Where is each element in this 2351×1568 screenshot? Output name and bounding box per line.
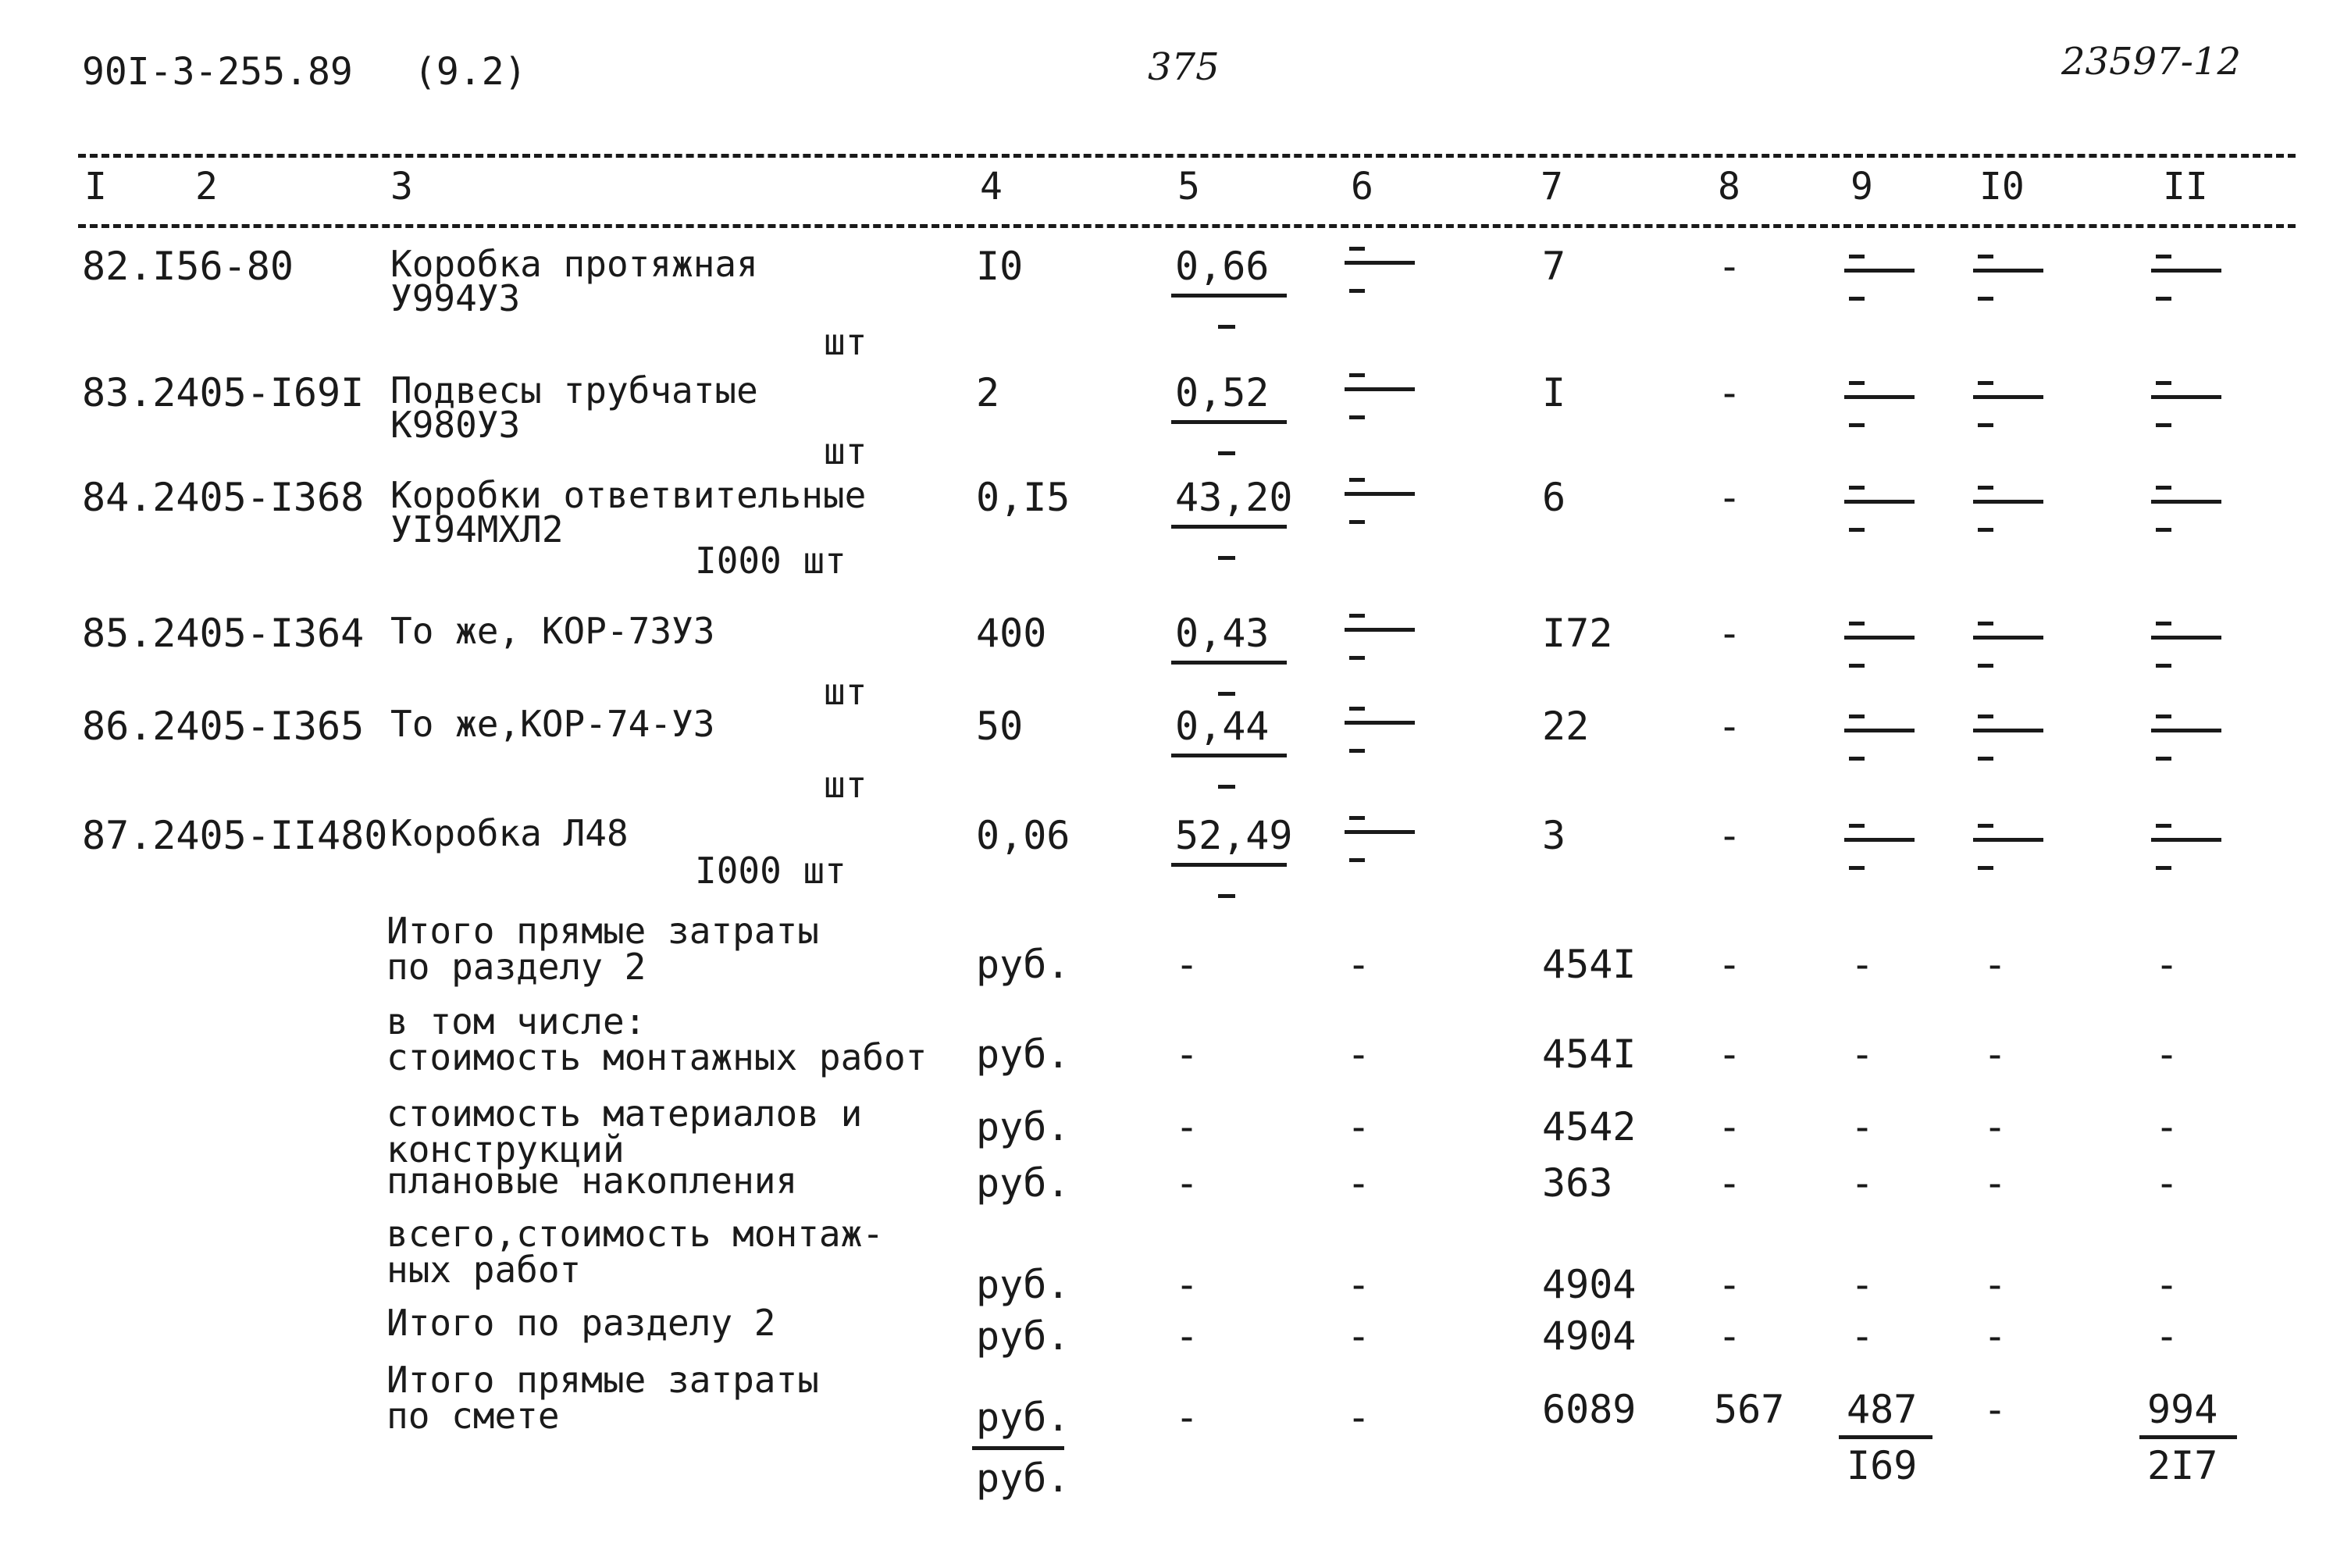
summary-label: стоимость материалов и [386,1092,863,1135]
col6-dashes-top [1349,478,1365,482]
price-dash [1218,325,1235,329]
summary-col9: - [1851,1104,1875,1149]
col11-dashes-bar [2151,729,2221,732]
item-description: Коробки ответвительные [390,474,867,516]
col11-dashes-bottom [2156,866,2171,870]
summary-col9: - [1851,1032,1875,1077]
col9-dashes-bottom [1849,866,1865,870]
price-underline [1171,863,1287,867]
summary-col11: - [2155,1032,2179,1077]
item-total: 22 [1542,704,1590,749]
item-code: 83.2405-I69I [82,370,365,415]
item-description: К980У3 [390,404,521,446]
col10-dashes-top [1978,486,1993,490]
item-description: У994У3 [390,277,521,319]
col11-dashes-bar [2151,838,2221,842]
col6-dashes-bottom [1349,289,1365,293]
col10-dashes-top [1978,381,1993,385]
summary-col8: - [1718,1262,1742,1307]
grand-total-label: по смете [386,1395,560,1437]
col9-dashes-bar [1844,636,1915,640]
col10-dashes-bottom [1978,528,1993,532]
col9-dashes-top [1849,715,1865,718]
summary-col6: - [1347,1104,1371,1149]
item-quantity: 0,06 [976,813,1070,858]
item-code: 82.I56-80 [82,244,294,289]
summary-col10: - [1983,1313,2007,1359]
grand-unit-rule [972,1446,1064,1450]
summary-label: конструкций [386,1128,625,1171]
col10-dashes-bottom [1978,757,1993,761]
item-unit-price: 0,43 [1175,611,1270,656]
col10-dashes-bottom [1978,664,1993,668]
column-header-5: 5 [1177,165,1200,208]
col11-dashes-bar [2151,269,2221,273]
col11-dashes-bottom [2156,528,2171,532]
summary-col5: - [1175,1032,1199,1077]
summary-unit: руб. [976,1313,1070,1359]
summary-col10: - [1983,1262,2007,1307]
column-header-6: 6 [1351,165,1373,208]
item-description: Коробка Л48 [390,812,629,854]
summary-label: всего,стоимость монтаж- [386,1213,884,1255]
summary-col11: - [2155,1104,2179,1149]
item-total: 7 [1542,244,1566,289]
item-quantity: 0,I5 [976,475,1070,520]
summary-col9: - [1851,1262,1875,1307]
col6-dashes-bar [1345,492,1415,496]
price-underline [1171,420,1287,424]
item-description: УI94МХЛ2 [390,508,564,551]
col6-dashes-top [1349,247,1365,251]
col6-dashes-bar [1345,628,1415,632]
grand-total-col10: - [1983,1387,2007,1432]
summary-label: по разделу 2 [386,946,647,988]
summary-unit: руб. [976,1160,1070,1206]
item-quantity: 400 [976,611,1047,656]
price-underline [1171,754,1287,757]
summary-col5: - [1175,1160,1199,1206]
column-header-3: 3 [390,165,413,208]
summary-col8: - [1718,1313,1742,1359]
col10-dashes-bar [1973,395,2043,399]
summary-unit: руб. [976,1262,1070,1307]
summary-label: в том числе: [386,1000,647,1042]
price-underline [1171,661,1287,665]
col9-dashes-top [1849,381,1865,385]
header-bottom-rule [78,224,2296,228]
item-quantity: I0 [976,244,1024,289]
item-col8: - [1718,244,1742,289]
col10-dashes-bottom [1978,866,1993,870]
summary-col9: - [1851,1160,1875,1206]
item-unit-price: 0,44 [1175,704,1270,749]
summary-col8: - [1718,1104,1742,1149]
column-header-7: 7 [1541,165,1563,208]
column-header-2: 2 [195,165,218,208]
col9-dashes-bottom [1849,664,1865,668]
price-dash [1218,451,1235,455]
grand-total-col11: 994 [2147,1387,2218,1432]
item-col8: - [1718,704,1742,749]
grand-total-col7: 6089 [1542,1387,1637,1432]
col11-dashes-top [2156,715,2171,718]
grand-total-col11-alt: 2I7 [2147,1443,2218,1488]
summary-col8: - [1718,1032,1742,1077]
doc-number: 90I-3-255.89 [82,50,353,94]
summary-col10: - [1983,1032,2007,1077]
item-col8: - [1718,611,1742,656]
grand-total-col5: - [1175,1395,1199,1440]
price-dash [1218,894,1235,898]
col6-dashes-bar [1345,830,1415,834]
item-total: I [1542,370,1566,415]
col9-dashes-bottom [1849,297,1865,301]
summary-col5: - [1175,942,1199,987]
col11-dashes-bottom [2156,664,2171,668]
grand-total-label: Итого прямые затраты [386,1359,819,1401]
col9-dashes-top [1849,255,1865,258]
item-code: 85.2405-I364 [82,611,365,656]
col6-dashes-bar [1345,387,1415,391]
col10-dashes-bar [1973,269,2043,273]
summary-label: Итого прямые затраты [386,910,819,952]
col6-dashes-bar [1345,261,1415,265]
col10-dashes-bar [1973,838,2043,842]
summary-col8: - [1718,942,1742,987]
summary-col8: - [1718,1160,1742,1206]
summary-col6: - [1347,1313,1371,1359]
summary-col5: - [1175,1262,1199,1307]
col6-dashes-top [1349,816,1365,820]
summary-col11: - [2155,942,2179,987]
item-description: То же,КОР-74-У3 [390,703,715,745]
item-description: То же, КОР-73У3 [390,610,715,652]
col9-dashes-bottom [1849,528,1865,532]
item-code: 84.2405-I368 [82,475,365,520]
col11-dashes-bar [2151,636,2221,640]
col6-dashes-bottom [1349,749,1365,753]
column-header-9: 9 [1851,165,1873,208]
col11-dashes-top [2156,622,2171,625]
col9-dashes-top [1849,824,1865,828]
item-unit-price: 0,52 [1175,370,1270,415]
col11-dashes-bar [2151,395,2221,399]
item-unit: шт [824,321,867,363]
col6-dashes-bottom [1349,520,1365,524]
grand-total-col8: 567 [1714,1387,1785,1432]
col6-dashes-bar [1345,721,1415,725]
item-unit-price: 52,49 [1175,813,1293,858]
grand-col11-rule [2139,1435,2237,1439]
col10-dashes-bar [1973,500,2043,504]
col6-dashes-top [1349,707,1365,711]
summary-col6: - [1347,942,1371,987]
col9-dashes-bottom [1849,423,1865,427]
summary-col6: - [1347,1160,1371,1206]
grand-total-col6: - [1347,1395,1371,1440]
item-quantity: 2 [976,370,1000,415]
item-unit: I000 шт [695,540,846,582]
col10-dashes-top [1978,255,1993,258]
summary-unit: руб. [976,1104,1070,1149]
summary-label: ных работ [386,1249,582,1291]
item-quantity: 50 [976,704,1024,749]
summary-col7: 454I [1542,1032,1637,1077]
item-total: 6 [1542,475,1566,520]
summary-unit: руб. [976,1032,1070,1077]
col11-dashes-top [2156,486,2171,490]
summary-col7: 4904 [1542,1313,1637,1359]
summary-col10: - [1983,1160,2007,1206]
summary-label: плановые накопления [386,1160,798,1202]
col10-dashes-bottom [1978,423,1993,427]
item-unit: шт [824,671,867,713]
page-number: 375 [1148,45,1220,89]
summary-label: стоимость монтажных работ [386,1036,928,1078]
item-col8: - [1718,475,1742,520]
col10-dashes-top [1978,715,1993,718]
summary-col7: 454I [1542,942,1637,987]
col9-dashes-bar [1844,500,1915,504]
summary-col6: - [1347,1262,1371,1307]
col9-dashes-bar [1844,838,1915,842]
column-header-11: II [2163,165,2208,208]
summary-col5: - [1175,1104,1199,1149]
item-unit: I000 шт [695,850,846,892]
summary-col11: - [2155,1262,2179,1307]
summary-col9: - [1851,942,1875,987]
col9-dashes-top [1849,486,1865,490]
price-dash [1218,556,1235,560]
summary-col7: 4542 [1542,1104,1637,1149]
col11-dashes-top [2156,824,2171,828]
item-unit-price: 43,20 [1175,475,1293,520]
item-description: Коробка протяжная [390,243,758,285]
item-unit: шт [824,764,867,806]
col10-dashes-bottom [1978,297,1993,301]
grand-total-unit: руб. [976,1395,1070,1440]
col6-dashes-bottom [1349,858,1365,862]
col6-dashes-top [1349,373,1365,377]
col11-dashes-bottom [2156,757,2171,761]
col11-dashes-top [2156,381,2171,385]
grand-total-unit-alt: руб. [976,1456,1070,1501]
archive-stamp: 23597-12 [2061,40,2241,84]
summary-col11: - [2155,1313,2179,1359]
item-code: 87.2405-II480 [82,813,388,858]
item-col8: - [1718,813,1742,858]
col11-dashes-top [2156,255,2171,258]
price-underline [1171,525,1287,529]
summary-unit: руб. [976,942,1070,987]
col10-dashes-top [1978,622,1993,625]
col6-dashes-bottom [1349,415,1365,419]
summary-col11: - [2155,1160,2179,1206]
item-code: 86.2405-I365 [82,704,365,749]
grand-col9-rule [1839,1435,1932,1439]
column-header-8: 8 [1718,165,1740,208]
price-dash [1218,692,1235,696]
summary-col5: - [1175,1313,1199,1359]
grand-total-col9: 487 [1847,1387,1918,1432]
summary-col7: 363 [1542,1160,1613,1206]
summary-col7: 4904 [1542,1262,1637,1307]
col10-dashes-bar [1973,636,2043,640]
col9-dashes-bar [1844,269,1915,273]
item-unit-price: 0,66 [1175,244,1270,289]
col10-dashes-bar [1973,729,2043,732]
header-top-rule [78,154,2296,158]
grand-total-col9-alt: I69 [1847,1443,1918,1488]
item-unit: шт [824,430,867,472]
column-header-1: I [84,165,107,208]
price-dash [1218,785,1235,789]
column-header-10: I0 [1979,165,2025,208]
col6-dashes-bottom [1349,656,1365,660]
summary-col9: - [1851,1313,1875,1359]
item-description: Подвесы трубчатые [390,369,758,412]
col9-dashes-bottom [1849,757,1865,761]
col11-dashes-bar [2151,500,2221,504]
item-col8: - [1718,370,1742,415]
summary-label: Итого по разделу 2 [386,1302,776,1344]
section-number: (9.2) [414,50,527,94]
col6-dashes-top [1349,614,1365,618]
item-total: I72 [1542,611,1613,656]
col9-dashes-top [1849,622,1865,625]
item-total: 3 [1542,813,1566,858]
column-header-4: 4 [980,165,1003,208]
summary-col10: - [1983,942,2007,987]
summary-col10: - [1983,1104,2007,1149]
col9-dashes-bar [1844,395,1915,399]
col11-dashes-bottom [2156,423,2171,427]
col9-dashes-bar [1844,729,1915,732]
price-underline [1171,294,1287,298]
summary-col6: - [1347,1032,1371,1077]
col11-dashes-bottom [2156,297,2171,301]
col10-dashes-top [1978,824,1993,828]
